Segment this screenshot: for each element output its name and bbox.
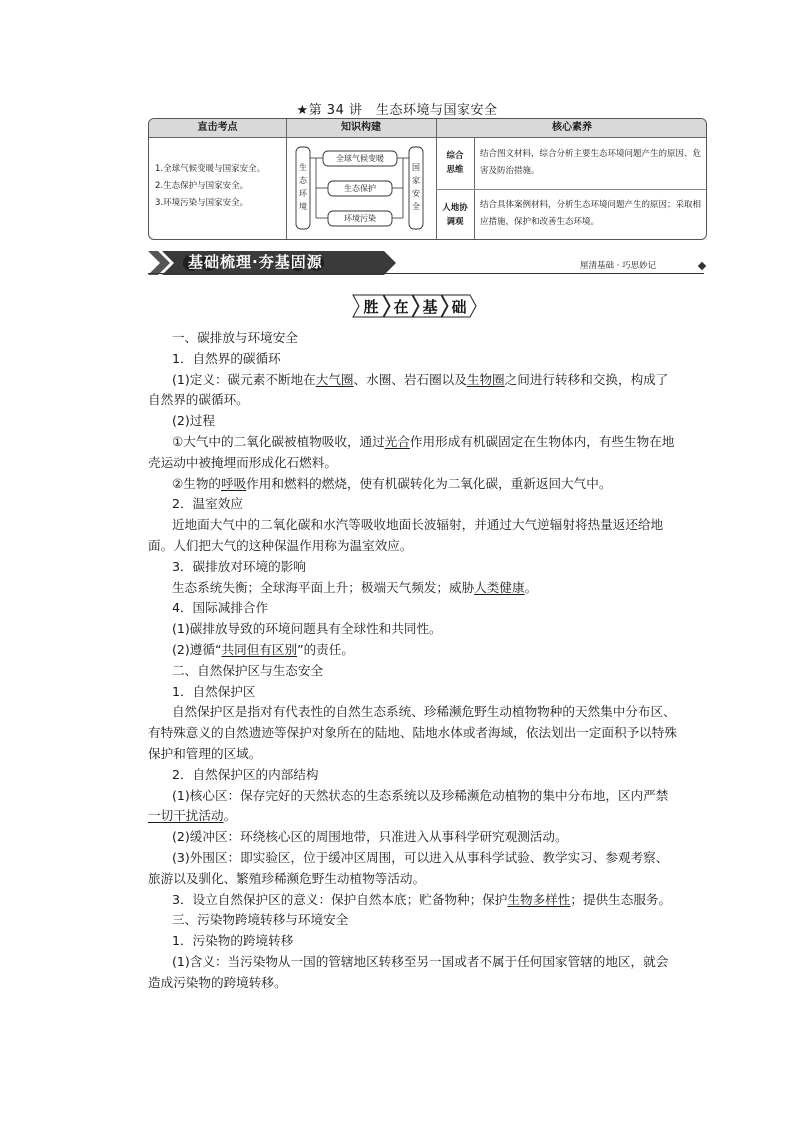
section-char: 基 (422, 298, 438, 316)
paragraph: (1)碳排放导致的环境问题具有全球性和共同性。 (171, 621, 442, 637)
heading: 二、自然保护区与生态安全 (171, 662, 324, 678)
paragraph: (3)外围区：即实验区，位于缓冲区周围，可以进入从事科学试验、教学实习、参观考察、旅游以及驯化、繁殖珍稀濒危野生动植物等活动。 (148, 849, 669, 886)
section-char: 础 (451, 298, 467, 316)
core-label: 人地协 调观 (442, 203, 468, 227)
paragraph: 自然保护区是指对有代表性的自然生态系统、珍稀濒危野生动植物物种的天然集中分布区、有特殊意义的自然遗迹等保护对象所在的陆地、陆地水体或者海域，依法划出一定面积予以特殊保护和管理的区域。 (148, 704, 677, 761)
subheading: 4．国际减排合作 (171, 600, 269, 616)
section-char: 胜 (363, 298, 379, 316)
diagram-right-label: 国家安全 (412, 163, 420, 211)
diagram-item: 环境污染 (344, 214, 376, 223)
paragraph: (1)定义：碳元素不断地在大气圈、水圈、岩石圈以及生物圈之间进行转移和交换，构成了自然界的碳循环。 (148, 371, 669, 408)
subheading: 2．温室效应 (171, 496, 243, 512)
diagram-left-label: 生态环境 (299, 163, 307, 211)
body-text (148, 328, 678, 994)
core-label: 综合 思维 (446, 151, 464, 175)
subheading: 1．污染物的跨境转移 (171, 933, 294, 949)
subheading: 1．自然界的碳循环 (171, 350, 281, 366)
paragraph: (2)缓冲区：环绕核心区的周围地带，只准进入从事科学研究观测活动。 (171, 829, 568, 845)
exam-point: 3.环境污染与国家安全。 (155, 198, 249, 208)
subheading: 1．自然保护区 (171, 683, 256, 699)
banner-subtitle: 厘清基础 · 巧思妙记 (580, 261, 657, 271)
paragraph: 生态系统失衡；全球海平面上升；极端天气频发；威胁人类健康。 (171, 579, 538, 595)
core-row (436, 141, 707, 189)
exam-point: 2.生态保护与国家安全。 (155, 181, 249, 191)
header-knowledge: 知识构建 (341, 122, 381, 133)
paragraph: (2)过程 (171, 413, 215, 429)
knowledge-diagram (286, 138, 436, 240)
core-text: 结合图文材料，综合分析主要生态环境问题产生的原因、危害及防治措施。 (480, 149, 702, 176)
banner-rule (148, 273, 704, 274)
diagram-item: 生态保护 (344, 184, 376, 193)
paragraph: ②生物的呼吸作用和燃料的燃烧，使有机碳转化为二氧化碳，重新返回大气中。 (171, 475, 612, 491)
heading: 三、污染物跨境转移与环境安全 (171, 912, 349, 928)
heading: 一、碳排放与环境安全 (171, 330, 298, 345)
subheading: 3．碳排放对环境的影响 (171, 558, 306, 574)
exam-points (155, 161, 285, 212)
paragraph: ①大气中的二氧化碳被植物吸收，通过光合作用形成有机碳固定在生物体内，有些生物在地壳运动中被掩埋而形成化石燃料。 (148, 433, 675, 470)
paragraph: 3．设立自然保护区的意义：保护自然本底；贮备物种；保护生物多样性；提供生态服务。 (171, 891, 672, 907)
summary-table (148, 118, 707, 240)
banner-title: 基础梳理·夯基固源 (188, 253, 323, 271)
core-row (436, 191, 707, 240)
page-title: ★第 34 讲 生态环境与国家安全 (296, 103, 498, 118)
exam-point: 1.全球气候变暖与国家安全。 (155, 164, 266, 174)
paragraph: 近地面大气中的二氧化碳和水汽等吸收地面长波辐射，并通过大气逆辐射将热量返还给地面。人们把大气的这种保温作用称为温室效应。 (148, 517, 664, 553)
summary-header (149, 119, 706, 138)
header-points: 直击考点 (197, 122, 238, 133)
core-text: 结合具体案例材料，分析生态环境问题产生的原因；采取相应措施，保护和改善生态环境。 (480, 200, 702, 227)
paragraph: (2)遵循“共同但有区别”的责任。 (171, 641, 354, 657)
subheading: 2．自然保护区的内部结构 (171, 766, 319, 782)
paragraph: (1)含义：当污染物从一国的管辖地区转移至另一国或者不属于任何国家管辖的地区，就会造成污染物的跨境转移。 (148, 953, 669, 990)
paragraph: (1)核心区：保存完好的天然状态的生态系统以及珍稀濒危动植物的集中分布地，区内严禁一切干扰活动。 (148, 787, 669, 824)
section-title (0, 293, 794, 319)
diamond-icon (698, 262, 706, 270)
section-char: 在 (393, 298, 409, 316)
header-core: 核心素养 (552, 122, 592, 133)
diagram-item: 全球气候变暖 (336, 154, 384, 163)
